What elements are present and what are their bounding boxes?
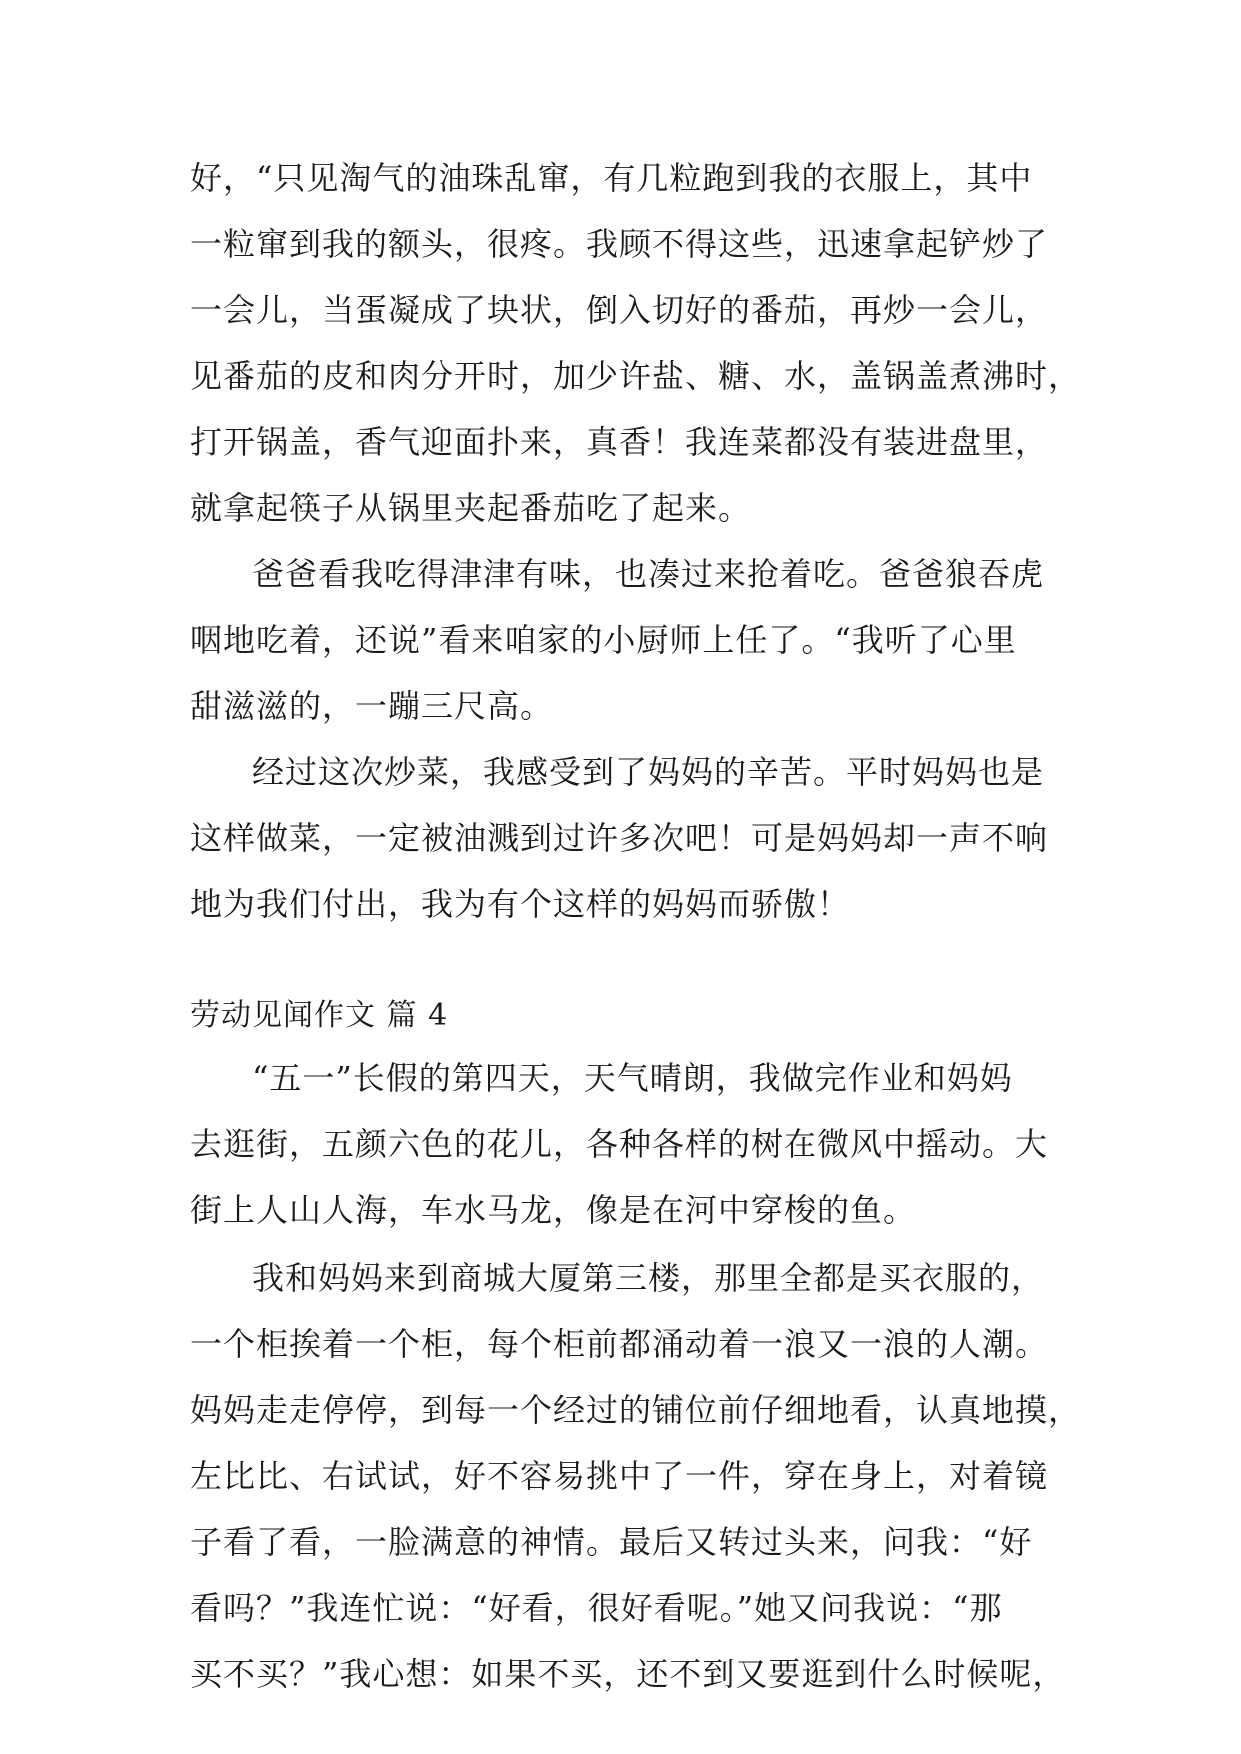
paragraph-line: 街上人山人海，车水马龙，像是在河中穿梭的鱼。 [190,1191,917,1229]
paragraph-line: 就拿起筷子从锅里夹起番茄吃了起来。 [190,489,752,527]
paragraph-line: 子看了看，一脸满意的神情。最后又转过头来，问我：“好 [190,1523,1033,1561]
paragraph-line: 爸爸看我吃得津津有味，也凑过来抢着吃。爸爸狼吞虎 [252,555,1045,593]
paragraph-line: 妈妈走走停停，到每一个经过的铺位前仔细地看，认真地摸， [190,1391,1082,1429]
paragraph-line: 打开锅盖，香气迎面扑来，真香！我连菜都没有装进盘里， [190,423,1049,461]
paragraph-line: 看吗？”我连忙说：“好看，很好看呢。”她又问我说：“那 [190,1589,1003,1627]
paragraph-line: 一粒窜到我的额头，很疼。我顾不得这些，迅速拿起铲炒了 [190,225,1049,263]
paragraph-line: 去逛街，五颜六色的花儿，各种各样的树在微风中摇动。大 [190,1125,1049,1163]
paragraph-line: 一个柜挨着一个柜，每个柜前都涌动着一浪又一浪的人潮。 [190,1325,1049,1363]
paragraph-line: 好，“只见淘气的油珠乱窜，有几粒跑到我的衣服上，其中 [190,159,1033,197]
paragraph-line: 经过这次炒菜，我感受到了妈妈的辛苦。平时妈妈也是 [252,753,1045,791]
paragraph-line: 买不买？”我心想：如果不买，还不到又要逛到什么时候呢， [190,1655,1066,1693]
paragraph-line: 这样做菜，一定被油溅到过许多次吧！可是妈妈却一声不响 [190,819,1049,857]
paragraph-line: 我和妈妈来到商城大厦第三楼，那里全都是买衣服的， [252,1259,1045,1297]
paragraph-line: 地为我们付出，我为有个这样的妈妈而骄傲！ [190,885,851,923]
paragraph-line: “五一”长假的第四天，天气晴朗，我做完作业和妈妈 [252,1059,1013,1097]
paragraph-line: 左比比、右试试，好不容易挑中了一件，穿在身上，对着镜 [190,1457,1049,1495]
paragraph-line: 甜滋滋的，一蹦三尺高。 [190,687,554,725]
paragraph-line: 咽地吃着，还说”看来咱家的小厨师上任了。“我听了心里 [190,621,1017,659]
paragraph-line: 一会儿，当蛋凝成了块状，倒入切好的番茄，再炒一会儿， [190,291,1049,329]
paragraph-line: 见番茄的皮和肉分开时，加少许盐、糖、水，盖锅盖煮沸时， [190,357,1082,395]
section-heading: 劳动见闻作文 篇 4 [190,998,449,1033]
